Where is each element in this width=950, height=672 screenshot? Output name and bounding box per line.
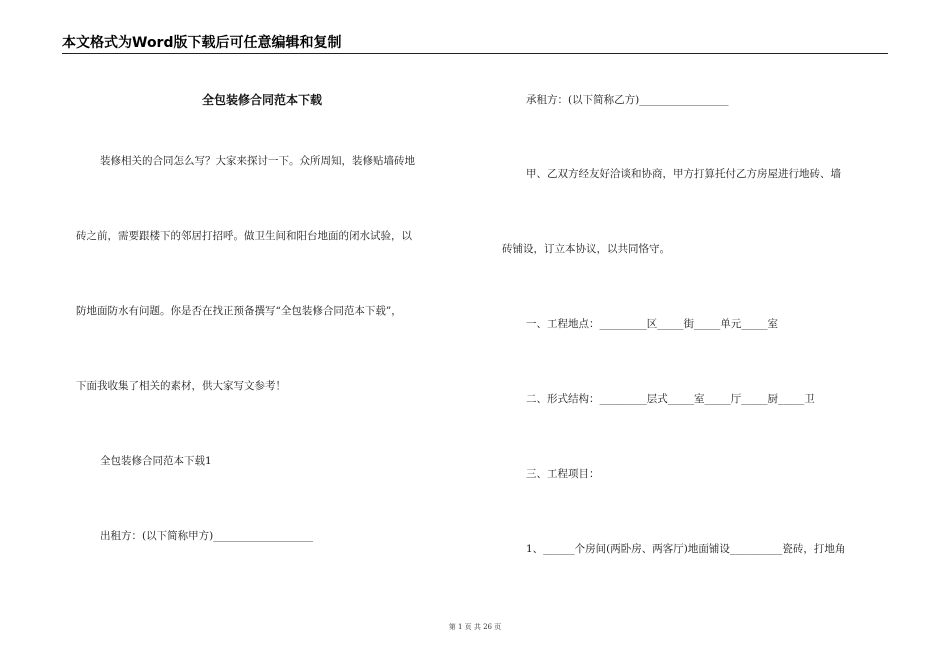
- body-line: 砖铺设，订立本协议，以共同恪守。: [502, 243, 670, 255]
- page-number: 第 1 页 共 26 页: [448, 623, 502, 631]
- header-text: 本文格式为Word版下载后可任意编辑和复制: [62, 35, 342, 51]
- body-line: 下面我收集了相关的素材，供大家写文参考！: [76, 380, 286, 392]
- page-header: [62, 34, 888, 52]
- contract-party-line: 承租方：(以下简称乙方)_________________: [526, 94, 729, 106]
- clause-line: 1、______个房间(两卧房、两客厅)地面铺设__________瓷砖，打地角: [526, 543, 846, 555]
- document-title: 全包装修合同范本下载: [201, 93, 322, 107]
- clause-line: 一、工程地点：_________区_____街_____单元_____室: [526, 318, 778, 330]
- body-line: 装修相关的合同怎么写？大家来探讨一下。众所周知，装修贴墙砖地: [100, 155, 415, 167]
- clause-line: 三、工程项目：: [526, 468, 600, 480]
- body-line: 防地面防水有问题。你是否在找正预备撰写“全包装修合同范本下载”，: [76, 305, 402, 317]
- body-line: 砖之前，需要跟楼下的邻居打招呼。做卫生间和阳台地面的闭水试验，以: [76, 230, 412, 242]
- section-heading: 全包装修合同范本下载1: [100, 455, 212, 467]
- header-divider: [62, 53, 888, 54]
- clause-line: 二、形式结构：_________层式_____室_____厅_____厨_____卫: [526, 393, 815, 405]
- contract-party-line: 出租方：(以下简称甲方)___________________: [100, 530, 313, 542]
- body-line: 甲、乙双方经友好洽谈和协商，甲方打算托付乙方房屋进行地砖、墙: [526, 168, 841, 180]
